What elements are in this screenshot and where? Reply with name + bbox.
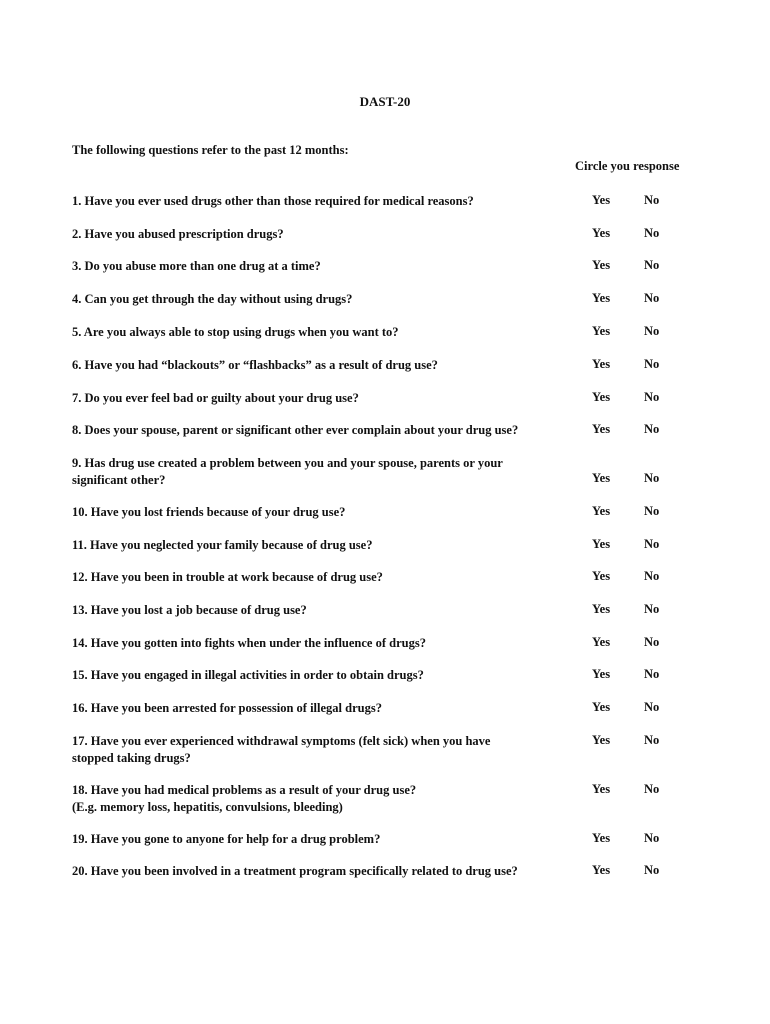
question-5: 5. Are you always able to stop using drugs when you want to? (72, 325, 399, 339)
yes-option-17[interactable]: Yes (592, 733, 611, 747)
question-12: 12. Have you been in trouble at work because of drug use? (72, 570, 383, 584)
yes-option-18[interactable]: Yes (592, 782, 611, 796)
yes-option-20[interactable]: Yes (592, 863, 611, 877)
yes-option-2[interactable]: Yes (592, 226, 611, 240)
question-19: 19. Have you gone to anyone for help for a drug problem? (72, 832, 381, 846)
question-15: 15. Have you engaged in illegal activities in order to obtain drugs? (72, 668, 424, 682)
yes-option-16[interactable]: Yes (592, 700, 611, 714)
no-option-2[interactable]: No (644, 226, 660, 240)
question-10: 10. Have you lost friends because of your drug use? (72, 505, 346, 519)
question-14: 14. Have you gotten into fights when under the influence of drugs? (72, 636, 426, 650)
yes-option-1[interactable]: Yes (592, 193, 611, 207)
question-6: 6. Have you had “blackouts” or “flashbacks” as a result of drug use? (72, 358, 438, 372)
form-title: DAST-20 (359, 94, 411, 109)
question-20: 20. Have you been involved in a treatment program specifically related to drug use? (72, 864, 518, 878)
no-option-7[interactable]: No (644, 390, 660, 404)
yes-option-11[interactable]: Yes (592, 537, 611, 551)
yes-option-9[interactable]: Yes (592, 471, 611, 485)
yes-option-5[interactable]: Yes (592, 324, 611, 338)
yes-option-3[interactable]: Yes (592, 258, 611, 272)
no-option-8[interactable]: No (644, 422, 660, 436)
yes-option-7[interactable]: Yes (592, 390, 611, 404)
yes-option-4[interactable]: Yes (592, 291, 611, 305)
question-18: 18. Have you had medical problems as a result of your drug use? (E.g. memory loss, hepatitis, convulsions, bleeding) (72, 783, 417, 814)
no-option-5[interactable]: No (644, 324, 660, 338)
intro-text: The following questions refer to the past 12 months: (72, 143, 349, 157)
no-option-12[interactable]: No (644, 569, 660, 583)
yes-option-13[interactable]: Yes (592, 602, 611, 616)
no-option-11[interactable]: No (644, 537, 660, 551)
question-2: 2. Have you abused prescription drugs? (72, 227, 284, 241)
no-option-14[interactable]: No (644, 635, 660, 649)
no-option-6[interactable]: No (644, 357, 660, 371)
question-13: 13. Have you lost a job because of drug use? (72, 603, 307, 617)
question-11: 11. Have you neglected your family because of drug use? (72, 538, 373, 552)
yes-option-14[interactable]: Yes (592, 635, 611, 649)
no-option-20[interactable]: No (644, 863, 660, 877)
no-option-3[interactable]: No (644, 258, 660, 272)
yes-option-19[interactable]: Yes (592, 831, 611, 845)
yes-option-8[interactable]: Yes (592, 422, 611, 436)
no-option-18[interactable]: No (644, 782, 660, 796)
no-option-9[interactable]: No (644, 471, 660, 485)
no-option-13[interactable]: No (644, 602, 660, 616)
question-3: 3. Do you abuse more than one drug at a time? (72, 259, 321, 273)
no-option-10[interactable]: No (644, 504, 660, 518)
question-1: 1. Have you ever used drugs other than those required for medical reasons? (72, 194, 474, 208)
question-9: 9. Has drug use created a problem between you and your spouse, parents or your significant other? (72, 456, 503, 487)
question-8: 8. Does your spouse, parent or significant other ever complain about your drug use? (72, 423, 519, 437)
question-7: 7. Do you ever feel bad or guilty about your drug use? (72, 391, 359, 405)
no-option-16[interactable]: No (644, 700, 660, 714)
yes-option-6[interactable]: Yes (592, 357, 611, 371)
question-17: 17. Have you ever experienced withdrawal symptoms (felt sick) when you have stopped taking drugs? (72, 734, 491, 765)
question-4: 4. Can you get through the day without using drugs? (72, 292, 353, 306)
no-option-17[interactable]: No (644, 733, 660, 747)
response-instruction: Circle you response (575, 159, 680, 173)
no-option-15[interactable]: No (644, 667, 660, 681)
yes-option-12[interactable]: Yes (592, 569, 611, 583)
yes-option-15[interactable]: Yes (592, 667, 611, 681)
yes-option-10[interactable]: Yes (592, 504, 611, 518)
no-option-4[interactable]: No (644, 291, 660, 305)
question-16: 16. Have you been arrested for possession of illegal drugs? (72, 701, 382, 715)
no-option-1[interactable]: No (644, 193, 660, 207)
no-option-19[interactable]: No (644, 831, 660, 845)
